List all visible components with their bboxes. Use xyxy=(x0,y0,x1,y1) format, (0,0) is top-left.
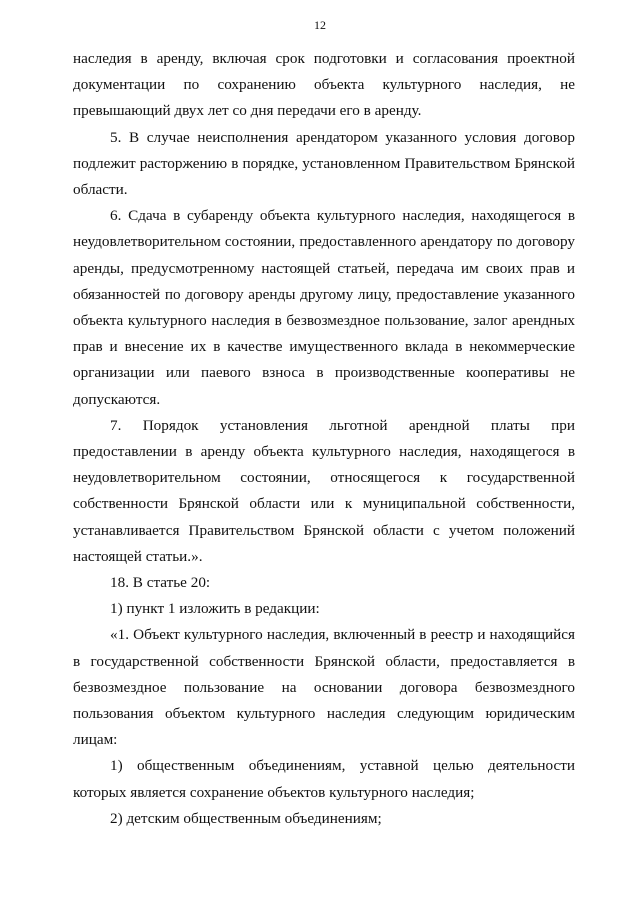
paragraph-item-18: 18. В статье 20: xyxy=(110,574,211,592)
page-number: 12 xyxy=(314,18,326,32)
paragraph-list-item-2: 2) детским общественным объединениям; xyxy=(110,809,382,827)
paragraph-item-6: 6. Сдача в субаренду объекта культурного наследия, находящегося в неудовлетворительном состоянии, предоставленного арендатору по договору аренды, предусмотренному настоящей статьей, передача им своих прав и обязанностей по договору аренды другому лицу, предоставление указанного объекта культурного наследия в безвозмездное пользование, залог арендных прав и внесение их в качестве имущественного вклада в некоммерческие организации или паевого взноса в производственные кооперативы не допускаются. xyxy=(73,207,575,408)
paragraph-item-5: 5. В случае неисполнения арендатором указанного условия договор подлежит расторжению в порядке, установленном Правительством Брянской области. xyxy=(73,128,575,199)
document-body xyxy=(73,46,575,832)
paragraph-subitem-1: 1) пункт 1 изложить в редакции: xyxy=(110,600,320,618)
paragraph-item-7: 7. Порядок установления льготной арендной платы при предоставлении в аренду объекта культурного наследия, находящегося в неудовлетворительном состоянии, относящегося к государственной собственности Брянской области или к муниципальной собственности, устанавливается Правительством Брянской области с учетом положений настоящей статьи.». xyxy=(73,416,575,565)
paragraph-list-item-1: 1) общественным объединениям, уставной целью деятельности которых является сохранение объектов культурного наследия; xyxy=(73,757,575,801)
paragraph-quoted-point-1: «1. Объект культурного наследия, включенный в реестр и находящийся в государственной собственности Брянской области, предоставляется в безвозмездное пользование на основании договора безвозмездного пользования объектом культурного наследия следующим юридическим лицам: xyxy=(73,626,575,749)
paragraph-continuation: наследия в аренду, включая срок подготовки и согласования проектной документации по сохранению объекта культурного наследия, не превышающий двух лет со дня передачи его в аренду. xyxy=(73,50,575,120)
